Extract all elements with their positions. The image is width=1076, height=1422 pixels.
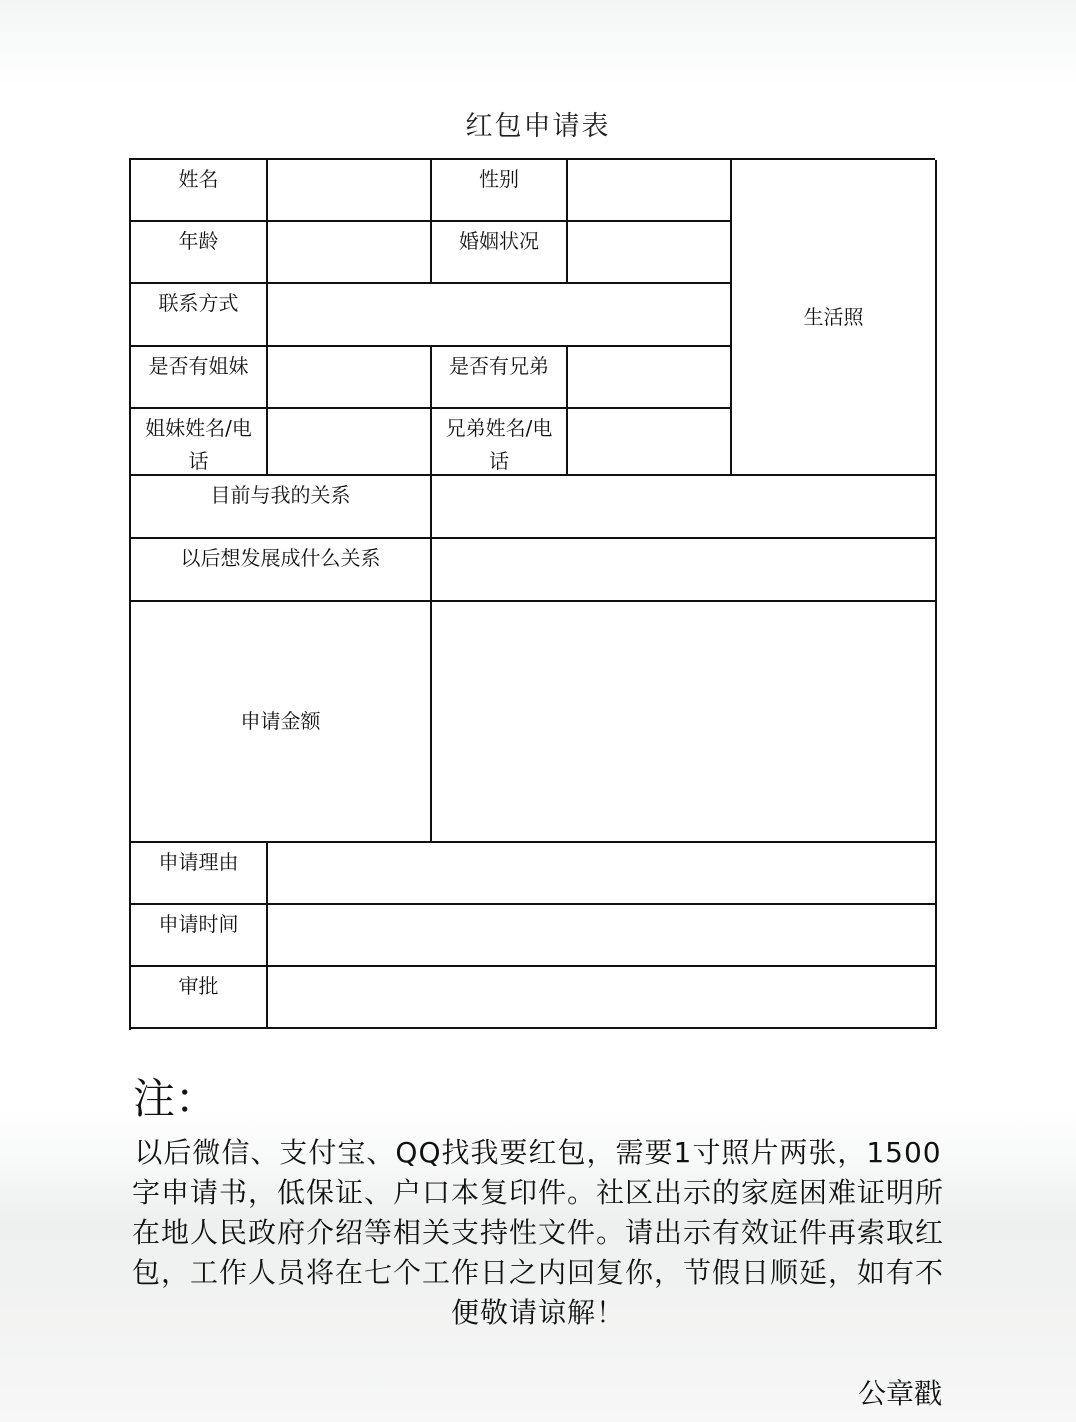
amount-field[interactable] [432, 602, 937, 843]
marital-status-label: 婚姻状况 [432, 222, 568, 284]
photo-label: 生活照 [803, 304, 864, 329]
future-relation-label: 以后想发展成什么关系 [131, 539, 432, 602]
brother-info-field[interactable] [568, 409, 732, 476]
contact-label: 联系方式 [131, 284, 268, 347]
reason-field[interactable] [268, 843, 937, 905]
time-label: 申请时间 [131, 905, 268, 967]
gender-label: 性别 [432, 160, 568, 222]
time-field[interactable] [268, 905, 937, 967]
contact-field[interactable] [268, 284, 732, 347]
sister-info-field[interactable] [268, 409, 432, 476]
gender-field[interactable] [568, 160, 732, 222]
age-label: 年龄 [131, 222, 268, 284]
sister-info-label: 姐妹姓名/电话 [145, 416, 252, 473]
form-title: 红包申请表 [465, 111, 611, 142]
amount-label: 申请金额 [240, 709, 321, 733]
approval-label: 审批 [131, 967, 268, 1029]
current-relation-label: 目前与我的关系 [131, 476, 432, 539]
marital-status-field[interactable] [568, 222, 732, 284]
note-body: 以后微信、支付宝、QQ找我要红包，需要1寸照片两张，1500字申请书，低保证、户口本复印件。社区出示的家庭困难证明所在地人民政府介绍等相关支持性文件。请出示有效证件再索取红包，工作人员将在七个工作日之内回复你，节假日顺延，如有不便敬请谅解！ [131, 1136, 944, 1329]
has-brother-label: 是否有兄弟 [432, 347, 568, 409]
photo-cell[interactable] [732, 160, 937, 476]
amount-label-cell [131, 602, 432, 843]
name-field[interactable] [268, 160, 432, 222]
age-field[interactable] [268, 222, 432, 284]
note-heading: 注： [133, 1074, 218, 1123]
future-relation-field[interactable] [432, 539, 937, 602]
has-brother-field[interactable] [568, 347, 732, 409]
has-sister-label: 是否有姐妹 [131, 347, 268, 409]
current-relation-field[interactable] [432, 476, 937, 539]
has-sister-field[interactable] [268, 347, 432, 409]
brother-info-label-cell [432, 409, 568, 476]
approval-field[interactable] [268, 967, 937, 1029]
application-form-table [129, 158, 935, 1030]
brother-info-label: 兄弟姓名/电话 [445, 416, 553, 473]
stamp-text: 公章戳 [857, 1377, 942, 1410]
sister-info-label-cell [131, 409, 268, 476]
name-label: 姓名 [131, 160, 268, 222]
reason-label: 申请理由 [131, 843, 268, 905]
